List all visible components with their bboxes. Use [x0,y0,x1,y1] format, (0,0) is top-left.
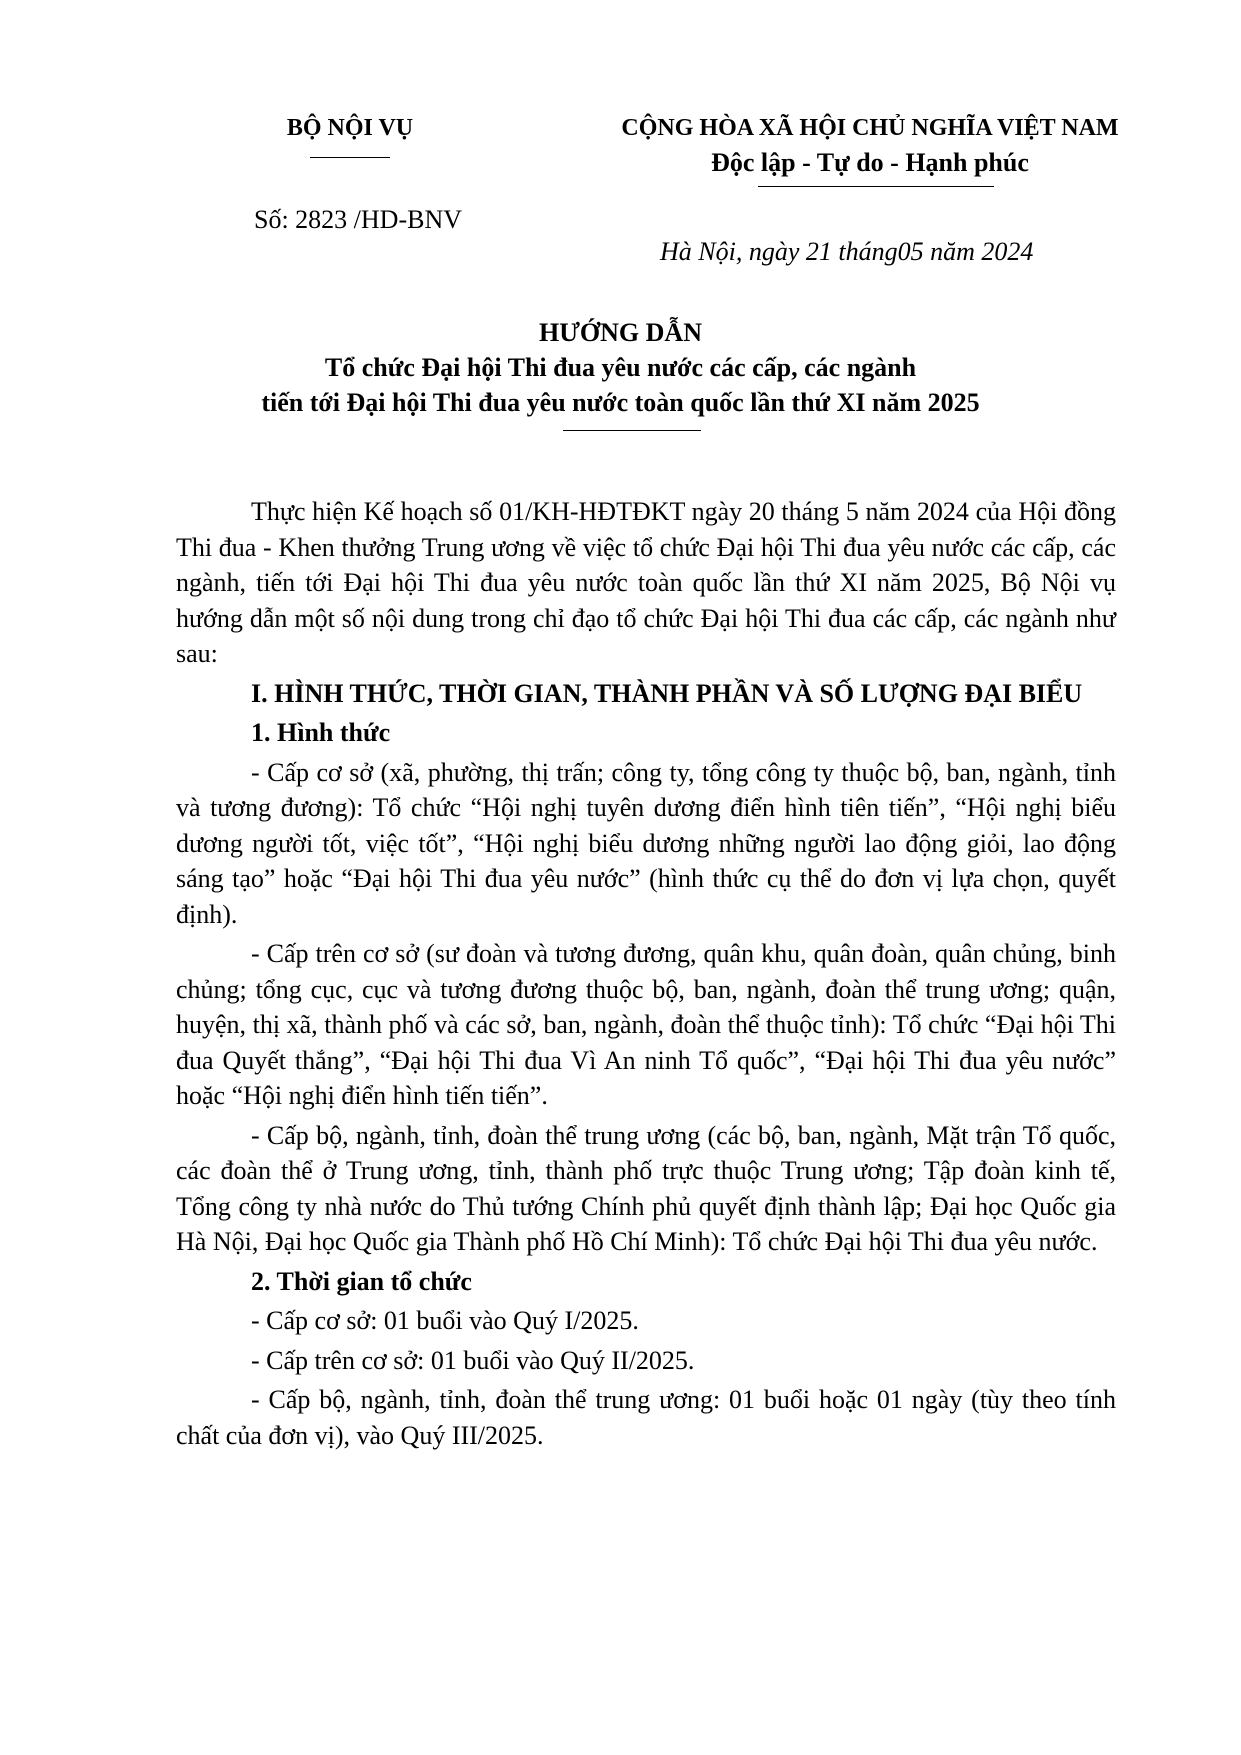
subsection-2-heading: 2. Thời gian tổ chức [251,1266,472,1296]
intro-paragraph: Thực hiện Kế hoạch số 01/KH-HĐTĐKT ngày 20 tháng 5 năm 2024 của Hội đồng Thi đua - Khen thưởng Trung ương về việc tổ chức Đại hội Thi đua yêu nước các cấp, các ngành, tiến tới Đại hội Thi đua yêu nước toàn quốc lần thứ XI năm 2025, Bộ Nội vụ hướng dẫn một số nội dung trong chỉ đạo tổ chức Đại hội Thi đua các cấp, các ngành như sau: [176,497,1116,668]
document-number: Số: 2823 /HD-BNV [254,205,463,234]
section-1-heading: I. HÌNH THỨC, THỜI GIAN, THÀNH PHẦN VÀ SỐ LƯỢNG ĐẠI BIỂU [251,678,1083,708]
national-motto: Độc lập - Tự do - Hạnh phúc [711,148,1029,177]
document-type: HƯỚNG DẪN [539,318,702,347]
document-title-line-1: Tổ chức Đại hội Thi đua yêu nước các cấp, các ngành [324,353,917,382]
time-item-upper-grassroots: - Cấp trên cơ sở: 01 buổi vào Quý II/2025. [251,1345,695,1375]
time-item-ministry-level: - Cấp bộ, ngành, tỉnh, đoàn thể trung ương: 01 buổi hoặc 01 ngày (tùy theo tính chất của đơn vị), vào Quý III/2025. [176,1385,1116,1450]
document-title-line-2: tiến tới Đại hội Thi đua yêu nước toàn quốc lần thứ XI năm 2025 [261,388,980,417]
time-item-grassroots: - Cấp cơ sở: 01 buổi vào Quý I/2025. [251,1306,639,1335]
title-underline [563,430,701,431]
country-name: CỘNG HÒA XÃ HỘI CHỦ NGHĨA VIỆT NAM [621,115,1119,141]
subsection-1-heading: 1. Hình thức [251,718,391,747]
issuing-agency: BỘ NỘI VỤ [286,115,414,141]
place-date: Hà Nội, ngày 21 tháng05 năm 2024 [660,237,1034,266]
form-item-upper-grassroots: - Cấp trên cơ sở (sư đoàn và tương đương, quân khu, quân đoàn, quân chủng, binh chủng; tổng cục, cục và tương đương thuộc bộ, ban, ngành, đoàn thể trung ương; quận, huyện, thị xã, thành phố và các sở, ban, ngành, đoàn thể thuộc tỉnh): Tổ chức “Đại hội Thi đua Quyết thắng”, “Đại hội Thi đua Vì An ninh Tổ quốc”, “Đại hội Thi đua yêu nước” hoặc “Hội nghị điển hình tiến tiến”. [176,939,1116,1110]
document-body [176,494,1116,1453]
form-item-ministry-level: - Cấp bộ, ngành, tỉnh, đoàn thể trung ương (các bộ, ban, ngành, Mặt trận Tổ quốc, các đoàn thể ở Trung ương, tỉnh, thành phố trực thuộc Trung ương; Tập đoàn kinh tế, Tổng công ty nhà nước do Thủ tướng Chính phủ quyết định thành lập; Đại học Quốc gia Hà Nội, Đại học Quốc gia Thành phố Hồ Chí Minh): Tổ chức Đại hội Thi đua yêu nước. [176,1120,1116,1256]
agency-underline [310,157,390,158]
motto-underline [758,186,994,187]
form-item-grassroots: - Cấp cơ sở (xã, phường, thị trấn; công ty, tổng công ty thuộc bộ, ban, ngành, tỉnh và tương đương): Tổ chức “Hội nghị tuyên dương điển hình tiên tiến”, “Hội nghị biểu dương người tốt, việc tốt”, “Hội nghị biểu dương những người lao động giỏi, lao động sáng tạo” hoặc “Đại hội Thi đua yêu nước” (hình thức cụ thể do đơn vị lựa chọn, quyết định). [176,757,1116,929]
